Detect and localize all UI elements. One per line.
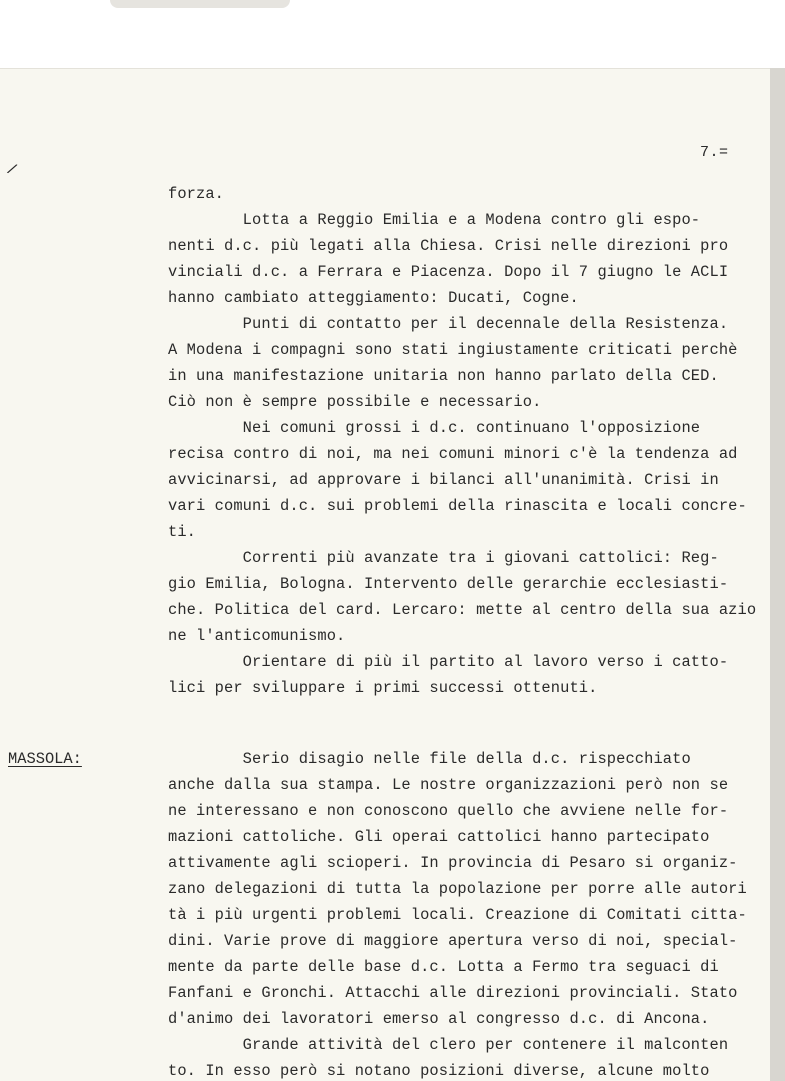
scan-top-margin (0, 0, 785, 68)
text-line: in una manifestazione unitaria non hanno parlato della CED. (168, 367, 719, 385)
text-line: d'animo dei lavoratori emerso al congresso d.c. di Ancona. (168, 1010, 710, 1028)
text-line: mazioni cattoliche. Gli operai cattolici hanno partecipato (168, 828, 710, 846)
text-line: Lotta a Reggio Emilia e a Modena contro gli espo- (168, 211, 701, 229)
speaker-name: MASSOLA: (8, 750, 82, 768)
text-line: lici per sviluppare i primi successi ottenuti. (168, 679, 598, 697)
text-line: A Modena i compagni sono stati ingiustamente criticati perchè (168, 341, 738, 359)
text-line: ne interessano e non conoscono quello che avviene nelle for- (168, 802, 729, 820)
text-line: ne l'anticomunismo. (168, 627, 346, 645)
text-line: anche dalla sua stampa. Le nostre organizzazioni però non se (168, 776, 729, 794)
text-line: dini. Varie prove di maggiore apertura verso di noi, special- (168, 932, 738, 950)
text-line: hanno cambiato atteggiamento: Ducati, Cogne. (168, 289, 579, 307)
page-number: 7.= (700, 144, 729, 161)
text-line: che. Politica del card. Lercaro: mette al centro della sua azio (168, 601, 757, 619)
scan-shadow (110, 0, 290, 8)
text-line: vinciali d.c. a Ferrara e Piacenza. Dopo il 7 giugno le ACLI (168, 263, 729, 281)
text-line: forza. (168, 185, 225, 203)
text-line: zano delegazioni di tutta la popolazione per porre alle autori (168, 880, 747, 898)
text-line: Nei comuni grossi i d.c. continuano l'opposizione (168, 419, 701, 437)
text-line: nenti d.c. più legati alla Chiesa. Crisi nelle direzioni pro (168, 237, 729, 255)
text-line: attivamente agli scioperi. In provincia di Pesaro si organiz- (168, 854, 738, 872)
text-line: Serio disagio nelle file della d.c. rispecchiato (168, 750, 691, 768)
text-line: Grande attività del clero per contenere il malconten (168, 1036, 729, 1054)
text-line: Correnti più avanzate tra i giovani cattolici: Reg- (168, 549, 719, 567)
text-line: Orientare di più il partito al lavoro verso i catto- (168, 653, 729, 671)
text-line: vari comuni d.c. sui problemi della rinascita e locali concre- (168, 497, 747, 515)
text-line: tà i più urgenti problemi locali. Creazione di Comitati citta- (168, 906, 747, 924)
text-line: Ciò non è sempre possibile e necessario. (168, 393, 542, 411)
text-line: mente da parte delle base d.c. Lotta a Fermo tra seguaci di (168, 958, 719, 976)
margin-mark: / (4, 160, 19, 181)
text-line: ti. (168, 523, 197, 541)
text-line: gio Emilia, Bologna. Intervento delle gerarchie ecclesiasti- (168, 575, 729, 593)
text-line: to. In esso però si notano posizioni diverse, alcune molto (168, 1062, 710, 1080)
text-line: Punti di contatto per il decennale della Resistenza. (168, 315, 729, 333)
text-line: recisa contro di noi, ma nei comuni minori c'è la tendenza ad (168, 445, 738, 463)
text-line: avvicinarsi, ad approvare i bilanci all'unanimità. Crisi in (168, 471, 719, 489)
text-line: Fanfani e Gronchi. Attacchi alle direzioni provinciali. Stato (168, 984, 738, 1002)
